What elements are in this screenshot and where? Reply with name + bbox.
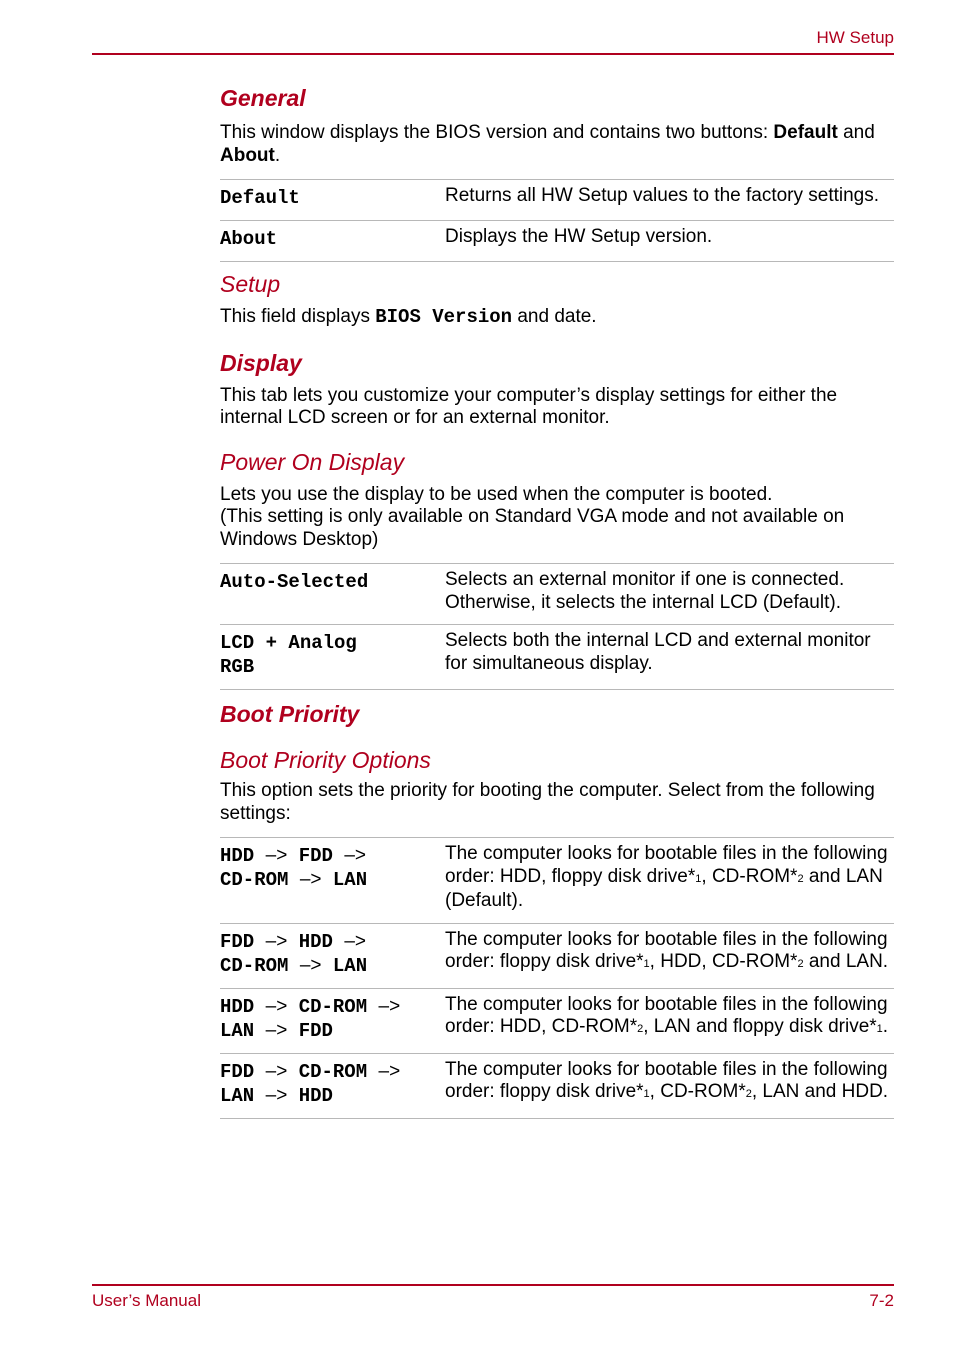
page-content: [220, 84, 894, 1119]
table-row: [220, 180, 894, 221]
option-key: HDD –> FDD –> CD-ROM –> LAN: [220, 838, 445, 924]
bios-version-code: BIOS Version: [375, 306, 513, 328]
table-row: [220, 923, 894, 988]
footer-manual-title: User’s Manual: [92, 1291, 201, 1310]
display-text: This tab lets you customize your computer’s display settings for either the internal LCD screen or for an external monitor.: [220, 384, 838, 428]
about-button-ref: About: [220, 144, 275, 166]
option-desc: The computer looks for bootable files in the following order: floppy disk drive*1, CD-ROM*2, LAN and HDD.: [445, 1053, 894, 1118]
option-key: Default: [220, 180, 445, 221]
page-number: 7-2: [869, 1291, 894, 1310]
boot-priority-intro: This option sets the priority for booting the computer. Select from the following settings:: [220, 780, 875, 824]
table-row: [220, 838, 894, 924]
boot-priority-options-heading: Boot Priority Options: [220, 747, 431, 773]
general-intro: This window displays the BIOS version and contains two buttons: Default and About.: [220, 122, 875, 166]
setup-text: This field displays BIOS Version and date.: [220, 306, 597, 328]
setup-heading: Setup: [220, 271, 281, 297]
boot-priority-table: [220, 837, 894, 1119]
table-row: [220, 988, 894, 1053]
footer-rule: [92, 1284, 894, 1286]
default-button-ref: Default: [773, 122, 838, 143]
table-row: [220, 625, 894, 690]
header-rule: [92, 53, 894, 55]
option-key: About: [220, 221, 445, 262]
option-desc: Returns all HW Setup values to the factory settings.: [445, 180, 894, 221]
option-key: FDD –> HDD –> CD-ROM –> LAN: [220, 923, 445, 988]
option-desc: Selects both the internal LCD and external monitor for simultaneous display.: [445, 625, 894, 690]
option-key: LCD + Analog RGB: [220, 625, 445, 690]
boot-priority-heading: Boot Priority: [220, 701, 360, 727]
general-heading: General: [220, 85, 306, 111]
option-key: HDD –> CD-ROM –> LAN –> FDD: [220, 988, 445, 1053]
general-table: [220, 179, 894, 262]
option-desc: Displays the HW Setup version.: [445, 221, 894, 262]
option-desc: The computer looks for bootable files in the following order: floppy disk drive*1, HDD, CD-ROM*2 and LAN.: [445, 923, 894, 988]
option-key: FDD –> CD-ROM –> LAN –> HDD: [220, 1053, 445, 1118]
running-header: HW Setup: [816, 28, 894, 47]
option-desc: The computer looks for bootable files in the following order: HDD, CD-ROM*2, LAN and floppy disk drive*1.: [445, 988, 894, 1053]
power-on-display-line1: Lets you use the display to be used when the computer is booted.: [220, 483, 773, 505]
option-key: Auto-Selected: [220, 564, 445, 625]
option-desc: Selects an external monitor if one is connected. Otherwise, it selects the internal LCD (Default).: [445, 564, 894, 625]
option-desc: The computer looks for bootable files in the following order: HDD, floppy disk drive*1, CD-ROM*2 and LAN (Default).: [445, 838, 894, 924]
table-row: [220, 221, 894, 262]
table-row: [220, 1053, 894, 1118]
power-on-display-table: [220, 563, 894, 690]
display-heading: Display: [220, 349, 302, 376]
table-row: [220, 564, 894, 625]
power-on-display-line2: (This setting is only available on Standard VGA mode and not available on Windows Desktop): [220, 506, 845, 550]
power-on-display-heading: Power On Display: [220, 448, 405, 475]
